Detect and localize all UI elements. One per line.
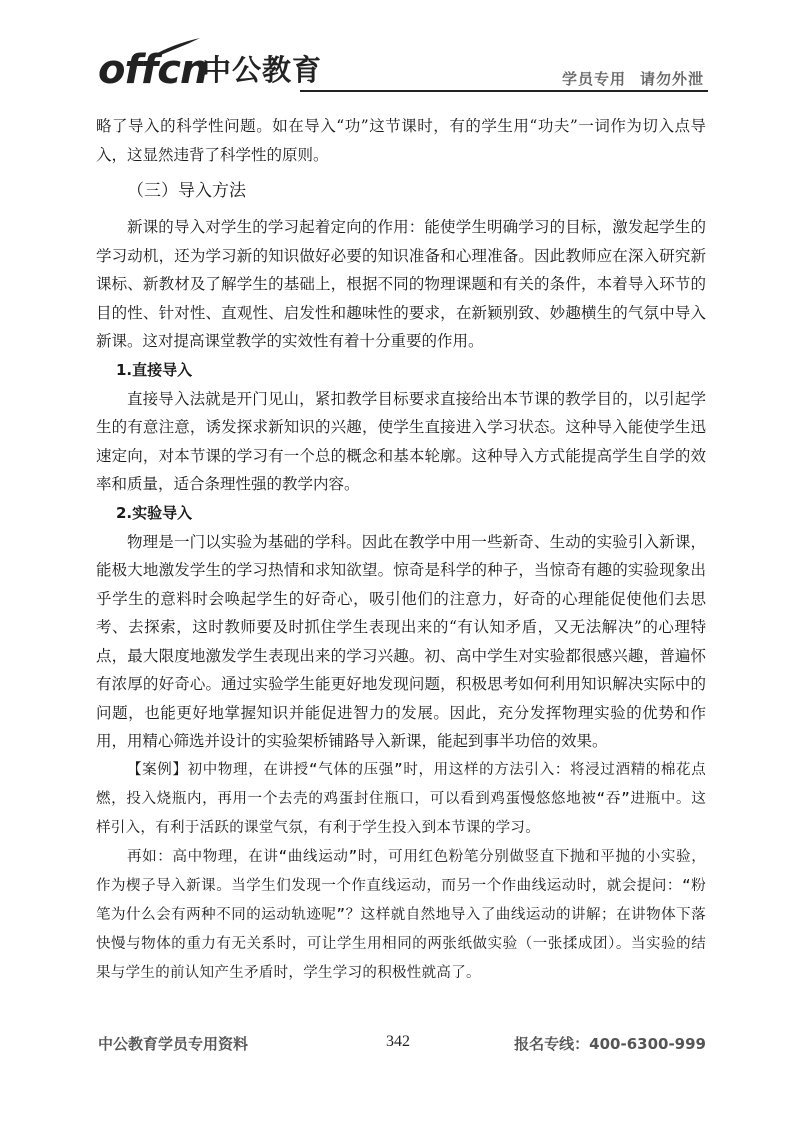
subsection-title-experiment: 2.实验导入	[116, 503, 193, 522]
case-example-2: 再如：高中物理，在讲“曲线运动”时，可用红色粉笔分别做竖直下抛和平抛的小实验，作为楔子导入新课。当学生们发现一个作直线运动，而另一个作曲线运动时，就会提问：“粉笔为什么会有两种不同的运动轨迹呢”？这样就自然地导入了曲线运动的讲解；在讲物体下落快慢与物体的重力有无关系时，可让学生用相同的两张纸做实验（一张揉成团）。当实验的结果与学生的前认知产生矛盾时，学生学习的积极性就高了。	[96, 848, 706, 981]
header-divider	[300, 90, 708, 92]
paragraph-intro: 新课的导入对学生的学习起着定向的作用：能使学生明确学习的目标，激发起学生的学习动机，还为学习新的知识做好必要的知识准备和心理准备。因此教师应在深入研究新课标、新教材及了解学生的基础上，根据不同的物理课题和有关的条件，本着导入环节的目的性、针对性、直观性、启发性和趣味性的要求，在新颖别致、妙趣横生的气氛中导入新课。这对提高课堂教学的实效性有着十分重要的作用。	[96, 218, 706, 350]
header-note-no-leak: 请勿外泄	[639, 70, 704, 88]
page-number: 342	[386, 1033, 410, 1050]
header-note	[562, 68, 704, 89]
brand-logo-latin: offcn	[98, 47, 208, 93]
paragraph-continued: 略了导入的科学性问题。如在导入“功”这节课时，有的学生用“功夫”一词作为切入点导入，这显然违背了科学性的原则。	[96, 117, 706, 164]
section-title: （三）导入方法	[127, 181, 246, 201]
footer-hotline: 报名专线：400-6300-999	[514, 1035, 706, 1053]
logo-swoosh-icon	[150, 36, 202, 58]
document-body	[96, 112, 706, 988]
case-example-1: 【案例】初中物理，在讲授“气体的压强”时，用这样的方法引入：将浸过酒精的棉花点燃，投入烧瓶内，再用一个去壳的鸡蛋封住瓶口，可以看到鸡蛋慢悠悠地被“吞”进瓶中。这样引入，有利于活跃的课堂气氛，有利于学生投入到本节课的学习。	[96, 761, 706, 836]
subsection-title-direct: 1.直接导入	[116, 360, 193, 379]
paragraph-experiment: 物理是一门以实验为基础的学科。因此在教学中用一些新奇、生动的实验引入新课，能极大地激发学生的学习热情和求知欲望。惊奇是科学的种子，当惊奇有趣的实验现象出乎学生的意料时会唤起学生的好奇心，吸引他们的注意力，好奇的心理能促使他们去思考、去探索，这时教师要及时抓住学生表现出来的“有认知矛盾，又无法解决”的心理特点，最大限度地激发学生表现出来的学习兴趣。初、高中学生对实验都很感兴趣，普遍怀有浓厚的好奇心。通过实验学生能更好地发现问题，积极思考如何利用知识解决实际中的问题，也能更好地掌握知识并能促进智力的发展。因此，充分发挥物理实验的优势和作用，用精心筛选并设计的实验架桥铺路导入新课，能起到事半功倍的效果。	[96, 532, 706, 750]
page-header	[0, 0, 800, 100]
header-note-members-only: 学员专用	[561, 70, 626, 88]
paragraph-direct: 直接导入法就是开门见山，紧扣教学目标要求直接给出本节课的教学目的，以引起学生的有意注意，诱发探求新知识的兴趣，使学生直接进入学习状态。这种导入能使学生迅速定向，对本节课的学习有一个总的概念和基本轮廓。这种导入方式能提高学生自学的效率和质量，适合条理性强的教学内容。	[96, 389, 706, 493]
brand-logo-chinese: 中公教育	[202, 53, 323, 87]
footer-label: 中公教育学员专用资料	[98, 1035, 249, 1053]
